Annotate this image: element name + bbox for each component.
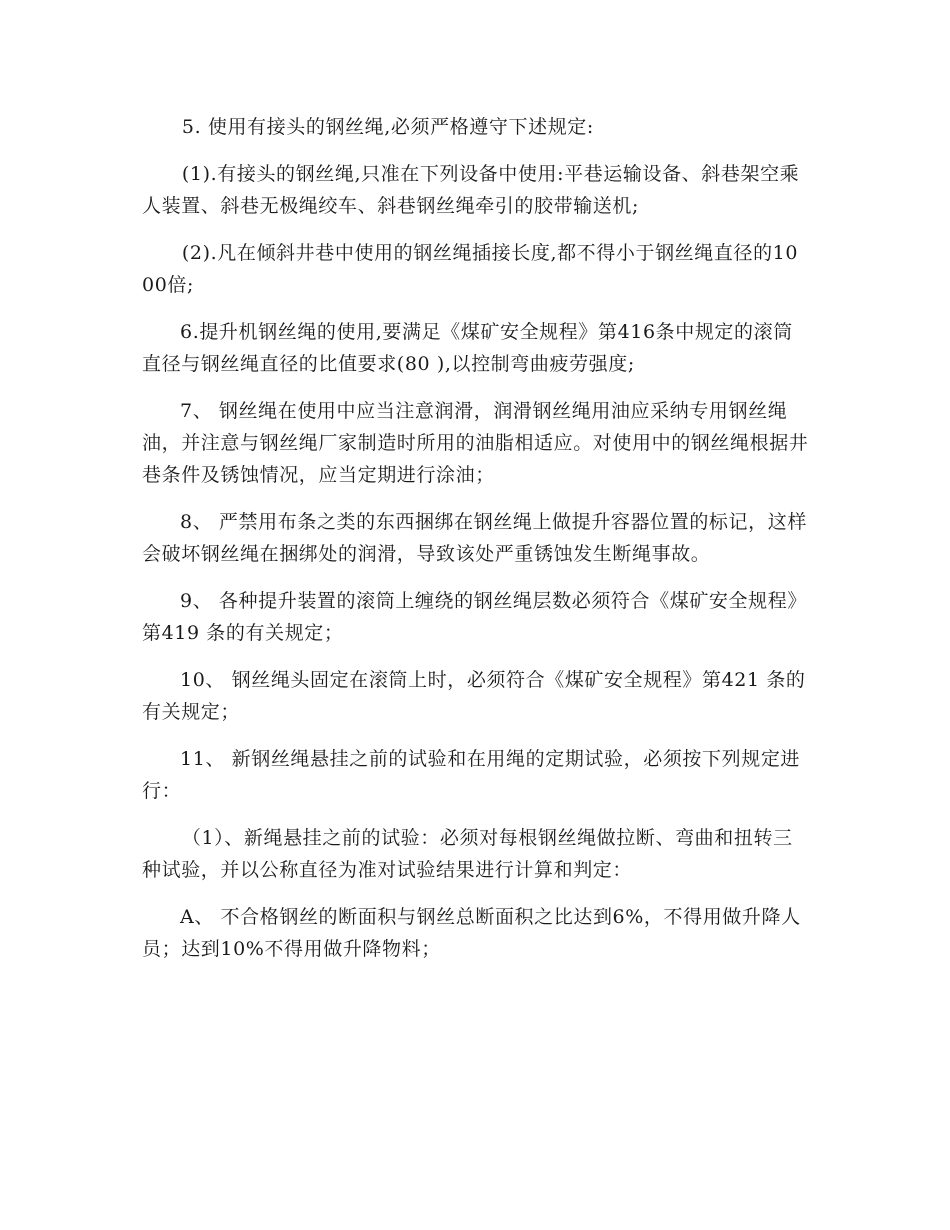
paragraph-rule-9: 9、 各种提升装置的滚筒上缠绕的钢丝绳层数必须符合《煤矿安全规程》第419 条的有关规定；	[142, 590, 807, 644]
document-body	[142, 111, 810, 980]
paragraph-rule-7: 7、 钢丝绳在使用中应当注意润滑，润滑钢丝绳用油应采纳专用钢丝绳油，并注意与钢丝绳厂家制造时所用的油脂相适应。对使用中的钢丝绳根据井巷条件及锈蚀情况，应当定期进行涂油；	[142, 400, 809, 486]
paragraph-rule-11-1: （1）、新绳悬挂之前的试验：必须对每根钢丝绳做拉断、弯曲和扭转三种试验，并以公称直径为准对试验结果进行计算和判定：	[142, 827, 793, 881]
paragraph-rule-5-2: (2).凡在倾斜井巷中使用的钢丝绳插接长度,都不得小于钢丝绳直径的1000倍;	[142, 242, 799, 296]
paragraph-rule-10: 10、 钢丝绳头固定在滚筒上时，必须符合《煤矿安全规程》第421 条的有关规定；	[142, 669, 806, 723]
paragraph-rule-11: 11、 新钢丝绳悬挂之前的试验和在用绳的定期试验，必须按下列规定进行：	[142, 748, 801, 802]
paragraph-rule-6: 6.提升机钢丝绳的使用,要满足《煤矿安全规程》第416条中规定的滚筒直径与钢丝绳直径的比值要求(80 ),以控制弯曲疲劳强度;	[142, 321, 793, 375]
paragraph-rule-11-a: A、 不合格钢丝的断面积与钢丝总断面积之比达到6%，不得用做升降人员；达到10%不得用做升降物料；	[142, 906, 801, 960]
paragraph-rule-8: 8、 严禁用布条之类的东西捆绑在钢丝绳上做提升容器位置的标记，这样会破坏钢丝绳在捆绑处的润滑，导致该处严重锈蚀发生断绳事故。	[142, 511, 807, 565]
paragraph-rule-5: 5. 使用有接头的钢丝绳,必须严格遵守下述规定:	[181, 116, 594, 138]
paragraph-rule-5-1: (1).有接头的钢丝绳,只准在下列设备中使用:平巷运输设备、斜巷架空乘人装置、斜巷无极绳绞车、斜巷钢丝绳牵引的胶带输送机;	[142, 163, 800, 217]
